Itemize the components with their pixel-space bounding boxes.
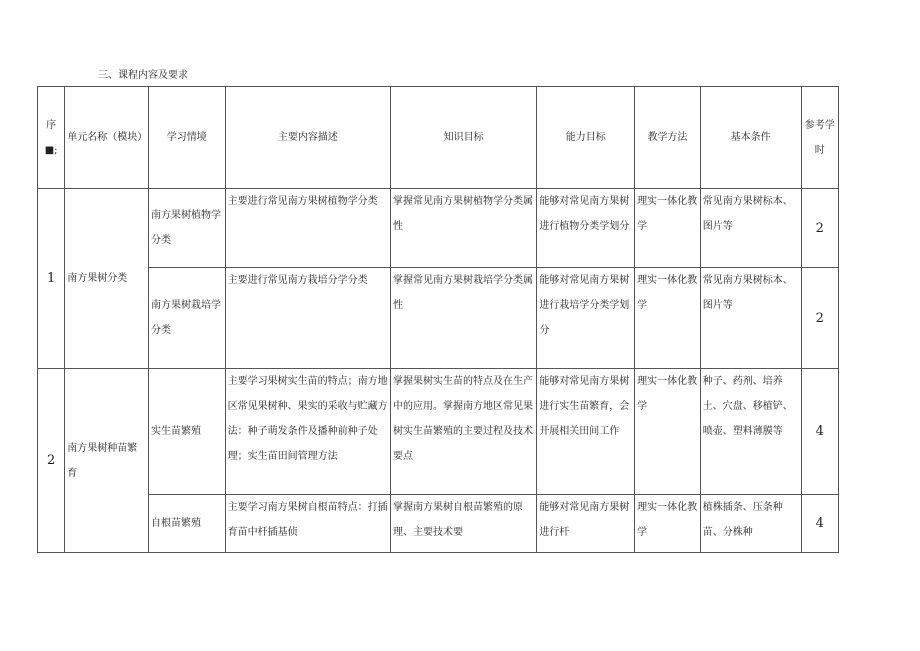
header-knowledge: 知识目标 bbox=[391, 87, 537, 189]
ability-cell: 能够对常见南方果树进行杆 bbox=[537, 495, 635, 553]
header-situation: 学习情境 bbox=[148, 87, 225, 189]
header-ability: 能力目标 bbox=[537, 87, 635, 189]
ability-cell: 能够对常见南方果树进行植物分类学划分 bbox=[537, 189, 635, 268]
ability-cell: 能够对常见南方果树进行实生苗繁育，会开展相关田间工作 bbox=[537, 369, 635, 495]
knowledge-cell: 掌握南方果树自根苗繁殖的原理、主要技术要 bbox=[391, 495, 537, 553]
description-cell: 主要学习果树实生苗的特点；南方地区常见果树种、果实的采收与贮藏方法：种子萌发条件及播种前种子处理；实生苗田间管理方法 bbox=[225, 369, 390, 495]
table-row bbox=[38, 268, 839, 369]
conditions-cell: 常见南方果树标本、图片等 bbox=[700, 189, 801, 268]
description-cell: 主要进行常见南方果树植物学分类 bbox=[225, 189, 390, 268]
header-method: 教学方法 bbox=[635, 87, 701, 189]
situation-cell: 实生苗繁殖 bbox=[148, 369, 225, 495]
conditions-cell: 植株插条、压条种苗、分株种 bbox=[700, 495, 801, 553]
situation-cell: 南方果树植物学分类 bbox=[148, 189, 225, 268]
table-row bbox=[38, 189, 839, 268]
header-reference: 参考学时 bbox=[801, 87, 838, 189]
method-cell: 理实一体化教学 bbox=[635, 495, 701, 553]
conditions-cell: 种子、药剂、培养土、穴盘、移植铲、喷壶、塑料薄膜等 bbox=[700, 369, 801, 495]
situation-cell: 南方果树栽培学分类 bbox=[148, 268, 225, 369]
course-content-table bbox=[37, 86, 839, 553]
method-cell: 理实一体化教学 bbox=[635, 189, 701, 268]
conditions-cell: 常见南方果树标本、图片等 bbox=[700, 268, 801, 369]
unit-seq: 2 bbox=[38, 369, 65, 553]
hours-cell: 2 bbox=[801, 189, 838, 268]
header-seq: 序■; bbox=[38, 87, 65, 189]
header-conditions: 基本条件 bbox=[700, 87, 801, 189]
method-cell: 理实一体化教学 bbox=[635, 369, 701, 495]
section-title: 三、课程内容及要求 bbox=[98, 70, 188, 81]
knowledge-cell: 掌握常见南方果树植物学分类属性 bbox=[391, 189, 537, 268]
method-cell: 理实一体化教学 bbox=[635, 268, 701, 369]
description-cell: 主要进行常见南方栽培分学分类 bbox=[225, 268, 390, 369]
table-row bbox=[38, 495, 839, 553]
unit-name: 南方果树分类 bbox=[65, 189, 149, 369]
header-description: 主要内容描述 bbox=[225, 87, 390, 189]
knowledge-cell: 掌握常见南方果树栽培学分类属性 bbox=[391, 268, 537, 369]
unit-seq: 1 bbox=[38, 189, 65, 369]
knowledge-cell: 掌握果树实生苗的特点及在生产中的应用。掌握南方地区常见果树实生苗繁殖的主要过程及技术要点 bbox=[391, 369, 537, 495]
unit-name: 南方果树种苗繁育 bbox=[65, 369, 149, 553]
ability-cell: 能够对常见南方果树进行栽培学分类学划分 bbox=[537, 268, 635, 369]
hours-cell: 4 bbox=[801, 495, 838, 553]
hours-cell: 4 bbox=[801, 369, 838, 495]
hours-cell: 2 bbox=[801, 268, 838, 369]
description-cell: 主要学习南方果树自根苗特点：打插育苗中杆插基侦 bbox=[225, 495, 390, 553]
header-unit: 单元名称（模块） bbox=[65, 87, 149, 189]
situation-cell: 自根苗繁殖 bbox=[148, 495, 225, 553]
table-header-row bbox=[38, 87, 839, 189]
table-row bbox=[38, 369, 839, 495]
